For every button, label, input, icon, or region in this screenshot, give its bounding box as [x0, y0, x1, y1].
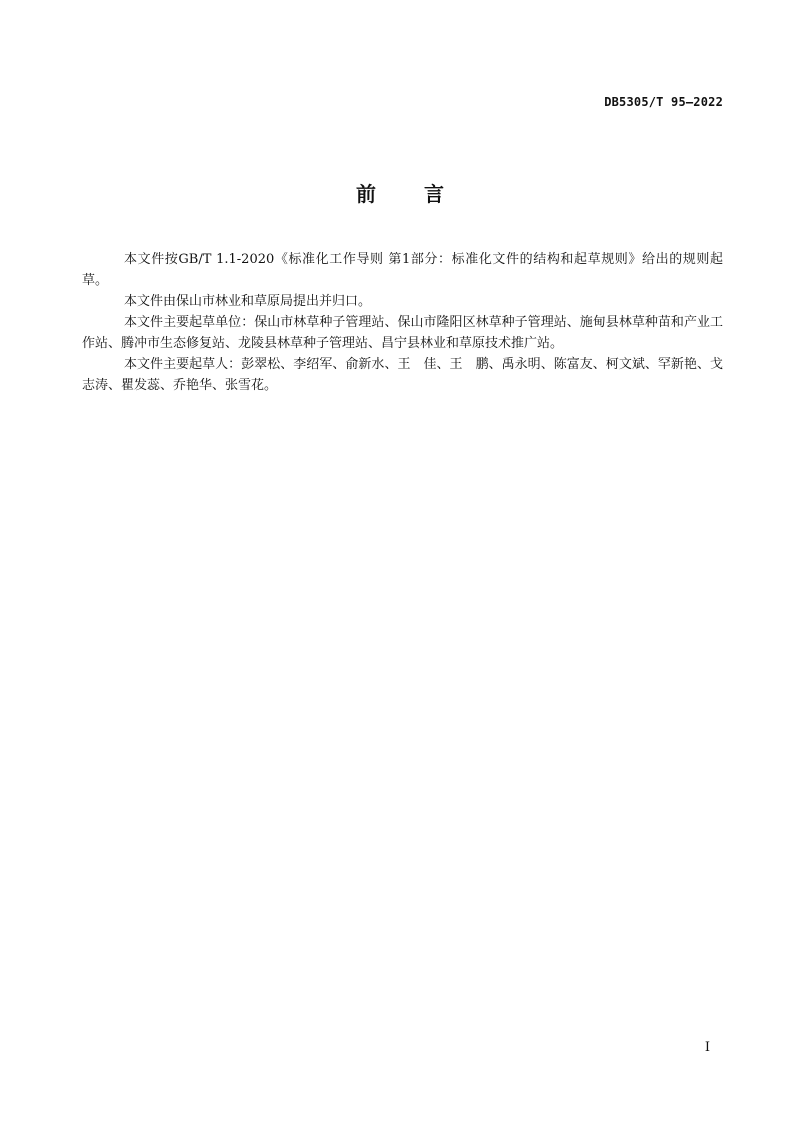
document-code: DB5305/T 95—2022 — [604, 95, 723, 109]
title-char-1: 前 — [356, 182, 376, 206]
paragraph-drafting-rules: 本文件按GB/T 1.1-2020《标准化工作导则 第1部分：标准化文件的结构和起草规则》给出的规则起草。 — [82, 252, 723, 288]
paragraph-drafters: 本文件主要起草人：彭翠松、李绍军、俞新水、王 佳、王 鹏、禹永明、陈富友、柯文斌、罕新艳、戈志涛、瞿发蕊、乔艳华、张雪花。 — [82, 357, 723, 393]
page-number: I — [704, 1040, 710, 1055]
page-title — [0, 178, 800, 207]
foreword-body — [82, 249, 723, 396]
paragraph-proposer: 本文件由保山市林业和草原局提出并归口。 — [124, 294, 372, 309]
paragraph-drafting-units: 本文件主要起草单位：保山市林草种子管理站、保山市隆阳区林草种子管理站、施甸县林草种苗和产业工作站、腾冲市生态修复站、龙陵县林草种子管理站、昌宁县林业和草原技术推广站。 — [82, 315, 723, 351]
title-char-2: 言 — [424, 182, 444, 206]
